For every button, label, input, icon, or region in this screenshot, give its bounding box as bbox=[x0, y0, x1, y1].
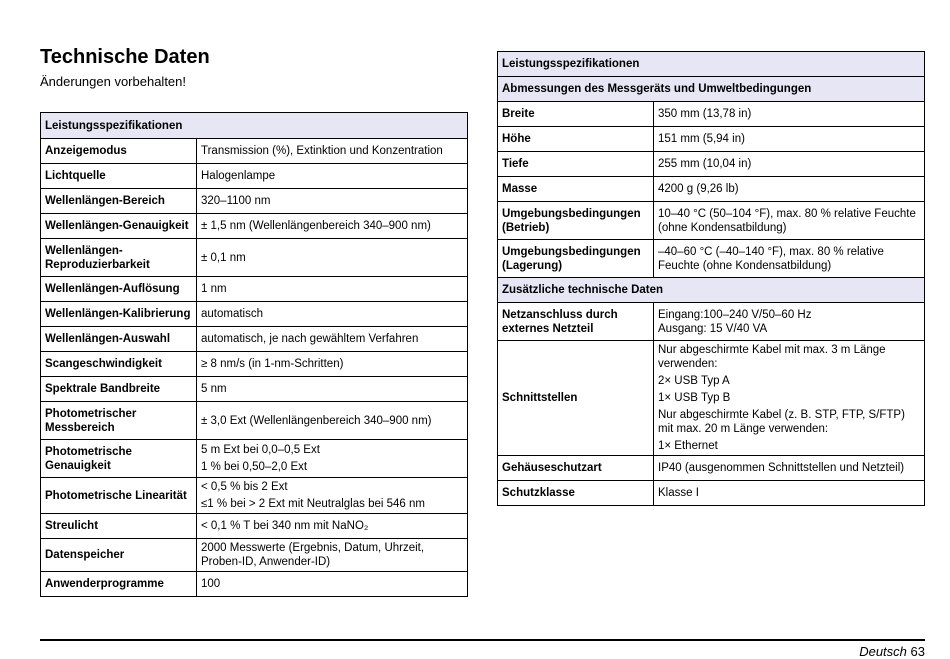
spec-key: Lichtquelle bbox=[41, 164, 197, 189]
spec-key: Netzanschluss durch externes Netzteil bbox=[498, 303, 654, 341]
spec-key: Höhe bbox=[498, 127, 654, 152]
table-row bbox=[498, 456, 925, 481]
footer-language: Deutsch bbox=[859, 644, 907, 659]
spec-key: Anzeigemodus bbox=[41, 139, 197, 164]
spec-value: Klasse I bbox=[654, 481, 925, 506]
table-row bbox=[498, 240, 925, 278]
spec-key: Wellenlängen-Auswahl bbox=[41, 327, 197, 352]
page-footer bbox=[859, 644, 925, 659]
table-row bbox=[498, 102, 925, 127]
spec-key: Scangeschwindigkeit bbox=[41, 352, 197, 377]
spec-key: Anwenderprogramme bbox=[41, 572, 197, 597]
spec-key: Schnittstellen bbox=[498, 341, 654, 456]
table-row bbox=[41, 572, 468, 597]
table-header: Leistungsspezifikationen bbox=[498, 52, 925, 77]
section-header-dimensions: Abmessungen des Messgeräts und Umweltbedingungen bbox=[498, 77, 925, 102]
spec-value: Nur abgeschirmte Kabel mit max. 3 m Länge verwenden: 2× USB Typ A 1× USB Typ B Nur abgeschirmte Kabel (z. B. STP, FTP, S/FTP) mit max. 20 m Länge verwenden: 1× Ethernet bbox=[654, 341, 925, 456]
spec-value: 255 mm (10,04 in) bbox=[654, 152, 925, 177]
table-row bbox=[41, 478, 468, 514]
table-row bbox=[41, 539, 468, 572]
spec-value: ≥ 8 nm/s (in 1-nm-Schritten) bbox=[197, 352, 468, 377]
spec-key: Umgebungsbedingungen (Lagerung) bbox=[498, 240, 654, 278]
spec-value: 151 mm (5,94 in) bbox=[654, 127, 925, 152]
table-row bbox=[41, 139, 468, 164]
table-header-row bbox=[498, 52, 925, 77]
table-row bbox=[498, 341, 925, 456]
spec-value: automatisch, je nach gewähltem Verfahren bbox=[197, 327, 468, 352]
spec-value: 350 mm (13,78 in) bbox=[654, 102, 925, 127]
table-row bbox=[41, 514, 468, 539]
table-row bbox=[498, 152, 925, 177]
table-header: Leistungsspezifikationen bbox=[41, 113, 468, 139]
table-row bbox=[41, 377, 468, 402]
spec-key: Wellenlängen-Bereich bbox=[41, 189, 197, 214]
spec-key: Gehäuseschutzart bbox=[498, 456, 654, 481]
table-row bbox=[498, 481, 925, 506]
spec-value: automatisch bbox=[197, 302, 468, 327]
table-row bbox=[498, 177, 925, 202]
spec-key: Tiefe bbox=[498, 152, 654, 177]
table-row bbox=[498, 303, 925, 341]
table-row bbox=[41, 440, 468, 478]
table-header-row bbox=[41, 113, 468, 139]
spec-key: Spektrale Bandbreite bbox=[41, 377, 197, 402]
table-row bbox=[41, 164, 468, 189]
spec-value: < 0,1 % T bei 340 nm mit NaNO₂ bbox=[197, 514, 468, 539]
page-subtitle: Änderungen vorbehalten! bbox=[40, 74, 187, 89]
table-row bbox=[41, 402, 468, 440]
spec-value: 4200 g (9,26 lb) bbox=[654, 177, 925, 202]
spec-key: Schutzklasse bbox=[498, 481, 654, 506]
table-row bbox=[498, 202, 925, 240]
spec-key: Photometrischer Messbereich bbox=[41, 402, 197, 440]
spec-key: Breite bbox=[498, 102, 654, 127]
spec-value: 320–1100 nm bbox=[197, 189, 468, 214]
spec-key: Wellenlängen-Auflösung bbox=[41, 277, 197, 302]
table-row bbox=[41, 214, 468, 239]
spec-table-right bbox=[497, 51, 925, 506]
table-row bbox=[41, 327, 468, 352]
spec-value: 10–40 °C (50–104 °F), max. 80 % relative Feuchte (ohne Kondensatbildung) bbox=[654, 202, 925, 240]
spec-value: 5 m Ext bei 0,0–0,5 Ext 1 % bei 0,50–2,0 Ext bbox=[197, 440, 468, 478]
section-header-row bbox=[498, 77, 925, 102]
spec-value: ± 3,0 Ext (Wellenlängenbereich 340–900 nm) bbox=[197, 402, 468, 440]
table-row bbox=[41, 239, 468, 277]
footer-rule bbox=[40, 639, 925, 641]
spec-key: Datenspeicher bbox=[41, 539, 197, 572]
spec-value: ± 0,1 nm bbox=[197, 239, 468, 277]
spec-key: Wellenlängen-Kalibrierung bbox=[41, 302, 197, 327]
table-row bbox=[41, 189, 468, 214]
spec-key: Streulicht bbox=[41, 514, 197, 539]
table-row bbox=[498, 127, 925, 152]
section-header-additional: Zusätzliche technische Daten bbox=[498, 278, 925, 303]
spec-key: Masse bbox=[498, 177, 654, 202]
spec-key: Umgebungsbedingungen (Betrieb) bbox=[498, 202, 654, 240]
spec-value: Transmission (%), Extinktion und Konzentration bbox=[197, 139, 468, 164]
spec-value: Eingang:100–240 V/50–60 Hz Ausgang: 15 V/40 VA bbox=[654, 303, 925, 341]
spec-key: Photometrische Genauigkeit bbox=[41, 440, 197, 478]
spec-value: < 0,5 % bis 2 Ext ≤1 % bei > 2 Ext mit Neutralglas bei 546 nm bbox=[197, 478, 468, 514]
spec-value: ± 1,5 nm (Wellenlängenbereich 340–900 nm) bbox=[197, 214, 468, 239]
spec-value: 5 nm bbox=[197, 377, 468, 402]
spec-value: 2000 Messwerte (Ergebnis, Datum, Uhrzeit, Proben-ID, Anwender-ID) bbox=[197, 539, 468, 572]
page-title: Technische Daten bbox=[40, 46, 210, 68]
spec-value: 1 nm bbox=[197, 277, 468, 302]
spec-key: Wellenlängen-Genauigkeit bbox=[41, 214, 197, 239]
spec-value: IP40 (ausgenommen Schnittstellen und Netzteil) bbox=[654, 456, 925, 481]
spec-key: Photometrische Linearität bbox=[41, 478, 197, 514]
table-row bbox=[41, 277, 468, 302]
spec-value: –40–60 °C (–40–140 °F), max. 80 % relative Feuchte (ohne Kondensatbildung) bbox=[654, 240, 925, 278]
spec-value: Halogenlampe bbox=[197, 164, 468, 189]
spec-value: 100 bbox=[197, 572, 468, 597]
table-row bbox=[41, 352, 468, 377]
table-row bbox=[41, 302, 468, 327]
page-number: 63 bbox=[910, 644, 925, 659]
spec-key: Wellenlängen-Reproduzierbarkeit bbox=[41, 239, 197, 277]
spec-table-left bbox=[40, 112, 468, 597]
section-header-row bbox=[498, 278, 925, 303]
